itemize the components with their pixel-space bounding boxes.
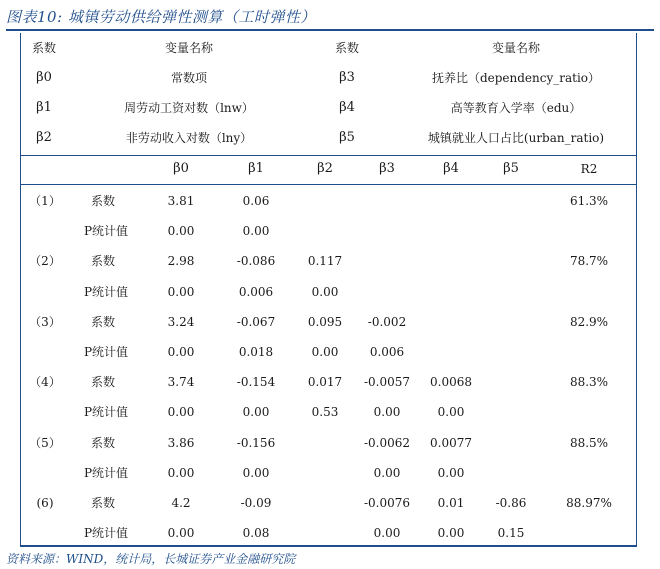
coef-row-label: 系数 [90, 194, 116, 208]
model-id: （3） [29, 315, 61, 329]
legend-header-coef-1: 系数 [31, 41, 57, 55]
coef-beta2-value: 0.117 [307, 254, 343, 268]
legend-symbol: β1 [36, 100, 52, 115]
legend-symbol: β0 [36, 70, 52, 85]
p-value-row-label: P统计值 [83, 466, 129, 480]
p-beta4-value: 0.00 [437, 466, 465, 480]
results-header-top-rule [21, 155, 636, 156]
coef-r2-value: 88.5% [569, 436, 609, 450]
coef-beta0-value: 2.98 [167, 254, 195, 268]
coef-row-label: 系数 [90, 496, 116, 510]
legend-symbol: β5 [339, 130, 355, 145]
coef-beta0-value: 3.74 [167, 375, 195, 389]
coef-row-label: 系数 [90, 254, 116, 268]
p-beta3-value: 0.00 [373, 466, 401, 480]
coef-beta4-value: 0.01 [437, 496, 465, 510]
results-header-bottom-rule [21, 184, 636, 185]
p-beta4-value: 0.00 [437, 405, 465, 419]
legend-variable-name: 非劳动收入对数（lny） [125, 131, 253, 145]
p-beta0-value: 0.00 [167, 405, 195, 419]
coef-beta2-value: 0.095 [307, 315, 343, 329]
coef-beta0-value: 3.24 [167, 315, 195, 329]
coef-r2-value: 82.9% [569, 315, 609, 329]
p-beta1-value: 0.00 [242, 224, 270, 238]
coef-r2-value: 88.97% [566, 496, 612, 510]
p-value-row-label: P统计值 [83, 285, 129, 299]
coef-beta0-value: 3.81 [167, 194, 195, 208]
coef-beta3-value: -0.0076 [363, 496, 411, 510]
legend-variable-name: 常数项 [170, 71, 208, 85]
p-value-row-label: P统计值 [83, 345, 129, 359]
p-beta1-value: 0.018 [238, 345, 274, 359]
legend-variable-name: 周劳动工资对数（lnw） [124, 101, 254, 115]
p-beta2-value: 0.00 [311, 285, 339, 299]
coef-r2-value: 61.3% [569, 194, 609, 208]
p-beta3-value: 0.006 [369, 345, 405, 359]
regression-table [20, 33, 637, 547]
legend-symbol: β4 [339, 100, 355, 115]
model-id: （2） [29, 254, 61, 268]
legend-variable-name: 城镇就业人口占比(urban_ratio) [427, 131, 605, 145]
coef-beta1-value: -0.067 [236, 315, 276, 329]
column-header-r2: R2 [580, 162, 598, 176]
coef-beta1-value: 0.06 [242, 194, 270, 208]
p-beta1-value: 0.006 [238, 285, 274, 299]
p-value-row-label: P统计值 [83, 224, 129, 238]
model-id: （5） [29, 436, 61, 450]
coef-beta0-value: 4.2 [171, 496, 191, 510]
coef-beta1-value: -0.09 [240, 496, 272, 510]
p-value-row-label: P统计值 [83, 405, 129, 419]
coef-beta1-value: -0.154 [236, 375, 276, 389]
coef-beta3-value: -0.002 [367, 315, 407, 329]
title-rule [6, 29, 654, 31]
model-id: （1） [29, 194, 61, 208]
p-beta3-value: 0.00 [373, 526, 401, 540]
model-id: (6) [36, 496, 54, 510]
p-beta4-value: 0.00 [437, 526, 465, 540]
legend-header-coef-2: 系数 [334, 41, 360, 55]
source-note: 资料来源：WIND，统计局，长城证券产业金融研究院 [6, 552, 296, 566]
column-header-beta4: β4 [443, 161, 459, 176]
figure-title: 图表10: 城镇劳动供给弹性测算（工时弹性） [6, 8, 316, 26]
coef-beta3-value: -0.0057 [363, 375, 411, 389]
coef-beta1-value: -0.156 [236, 436, 276, 450]
p-beta0-value: 0.00 [167, 345, 195, 359]
p-beta0-value: 0.00 [167, 224, 195, 238]
coef-beta4-value: 0.0077 [430, 436, 472, 450]
p-beta0-value: 0.00 [167, 285, 195, 299]
legend-header-varname-1: 变量名称 [164, 41, 214, 55]
coef-row-label: 系数 [90, 375, 116, 389]
coef-row-label: 系数 [90, 436, 116, 450]
coef-beta0-value: 3.86 [167, 436, 195, 450]
p-beta1-value: 0.00 [242, 405, 270, 419]
p-beta2-value: 0.53 [311, 405, 339, 419]
legend-symbol: β3 [339, 70, 355, 85]
coef-beta2-value: 0.017 [307, 375, 343, 389]
p-beta2-value: 0.00 [311, 345, 339, 359]
p-beta1-value: 0.00 [242, 466, 270, 480]
column-header-beta5: β5 [503, 161, 519, 176]
legend-variable-name: 高等教育入学率（edu） [450, 101, 582, 115]
coef-r2-value: 88.3% [569, 375, 609, 389]
p-beta3-value: 0.00 [373, 405, 401, 419]
coef-beta5-value: -0.86 [495, 496, 527, 510]
p-beta0-value: 0.00 [167, 466, 195, 480]
coef-r2-value: 78.7% [569, 254, 609, 268]
p-beta1-value: 0.08 [242, 526, 270, 540]
legend-symbol: β2 [36, 130, 52, 145]
coef-row-label: 系数 [90, 315, 116, 329]
model-id: （4） [29, 375, 61, 389]
column-header-beta1: β1 [248, 161, 264, 176]
column-header-beta3: β3 [379, 161, 395, 176]
column-header-beta2: β2 [317, 161, 333, 176]
legend-header-varname-2: 变量名称 [491, 41, 541, 55]
legend-variable-name: 抚养比（dependency_ratio） [431, 71, 601, 85]
coef-beta1-value: -0.086 [236, 254, 276, 268]
p-beta0-value: 0.00 [167, 526, 195, 540]
coef-beta4-value: 0.0068 [430, 375, 472, 389]
p-beta5-value: 0.15 [497, 526, 525, 540]
column-header-beta0: β0 [173, 161, 189, 176]
p-value-row-label: P统计值 [83, 526, 129, 540]
coef-beta3-value: -0.0062 [363, 436, 411, 450]
